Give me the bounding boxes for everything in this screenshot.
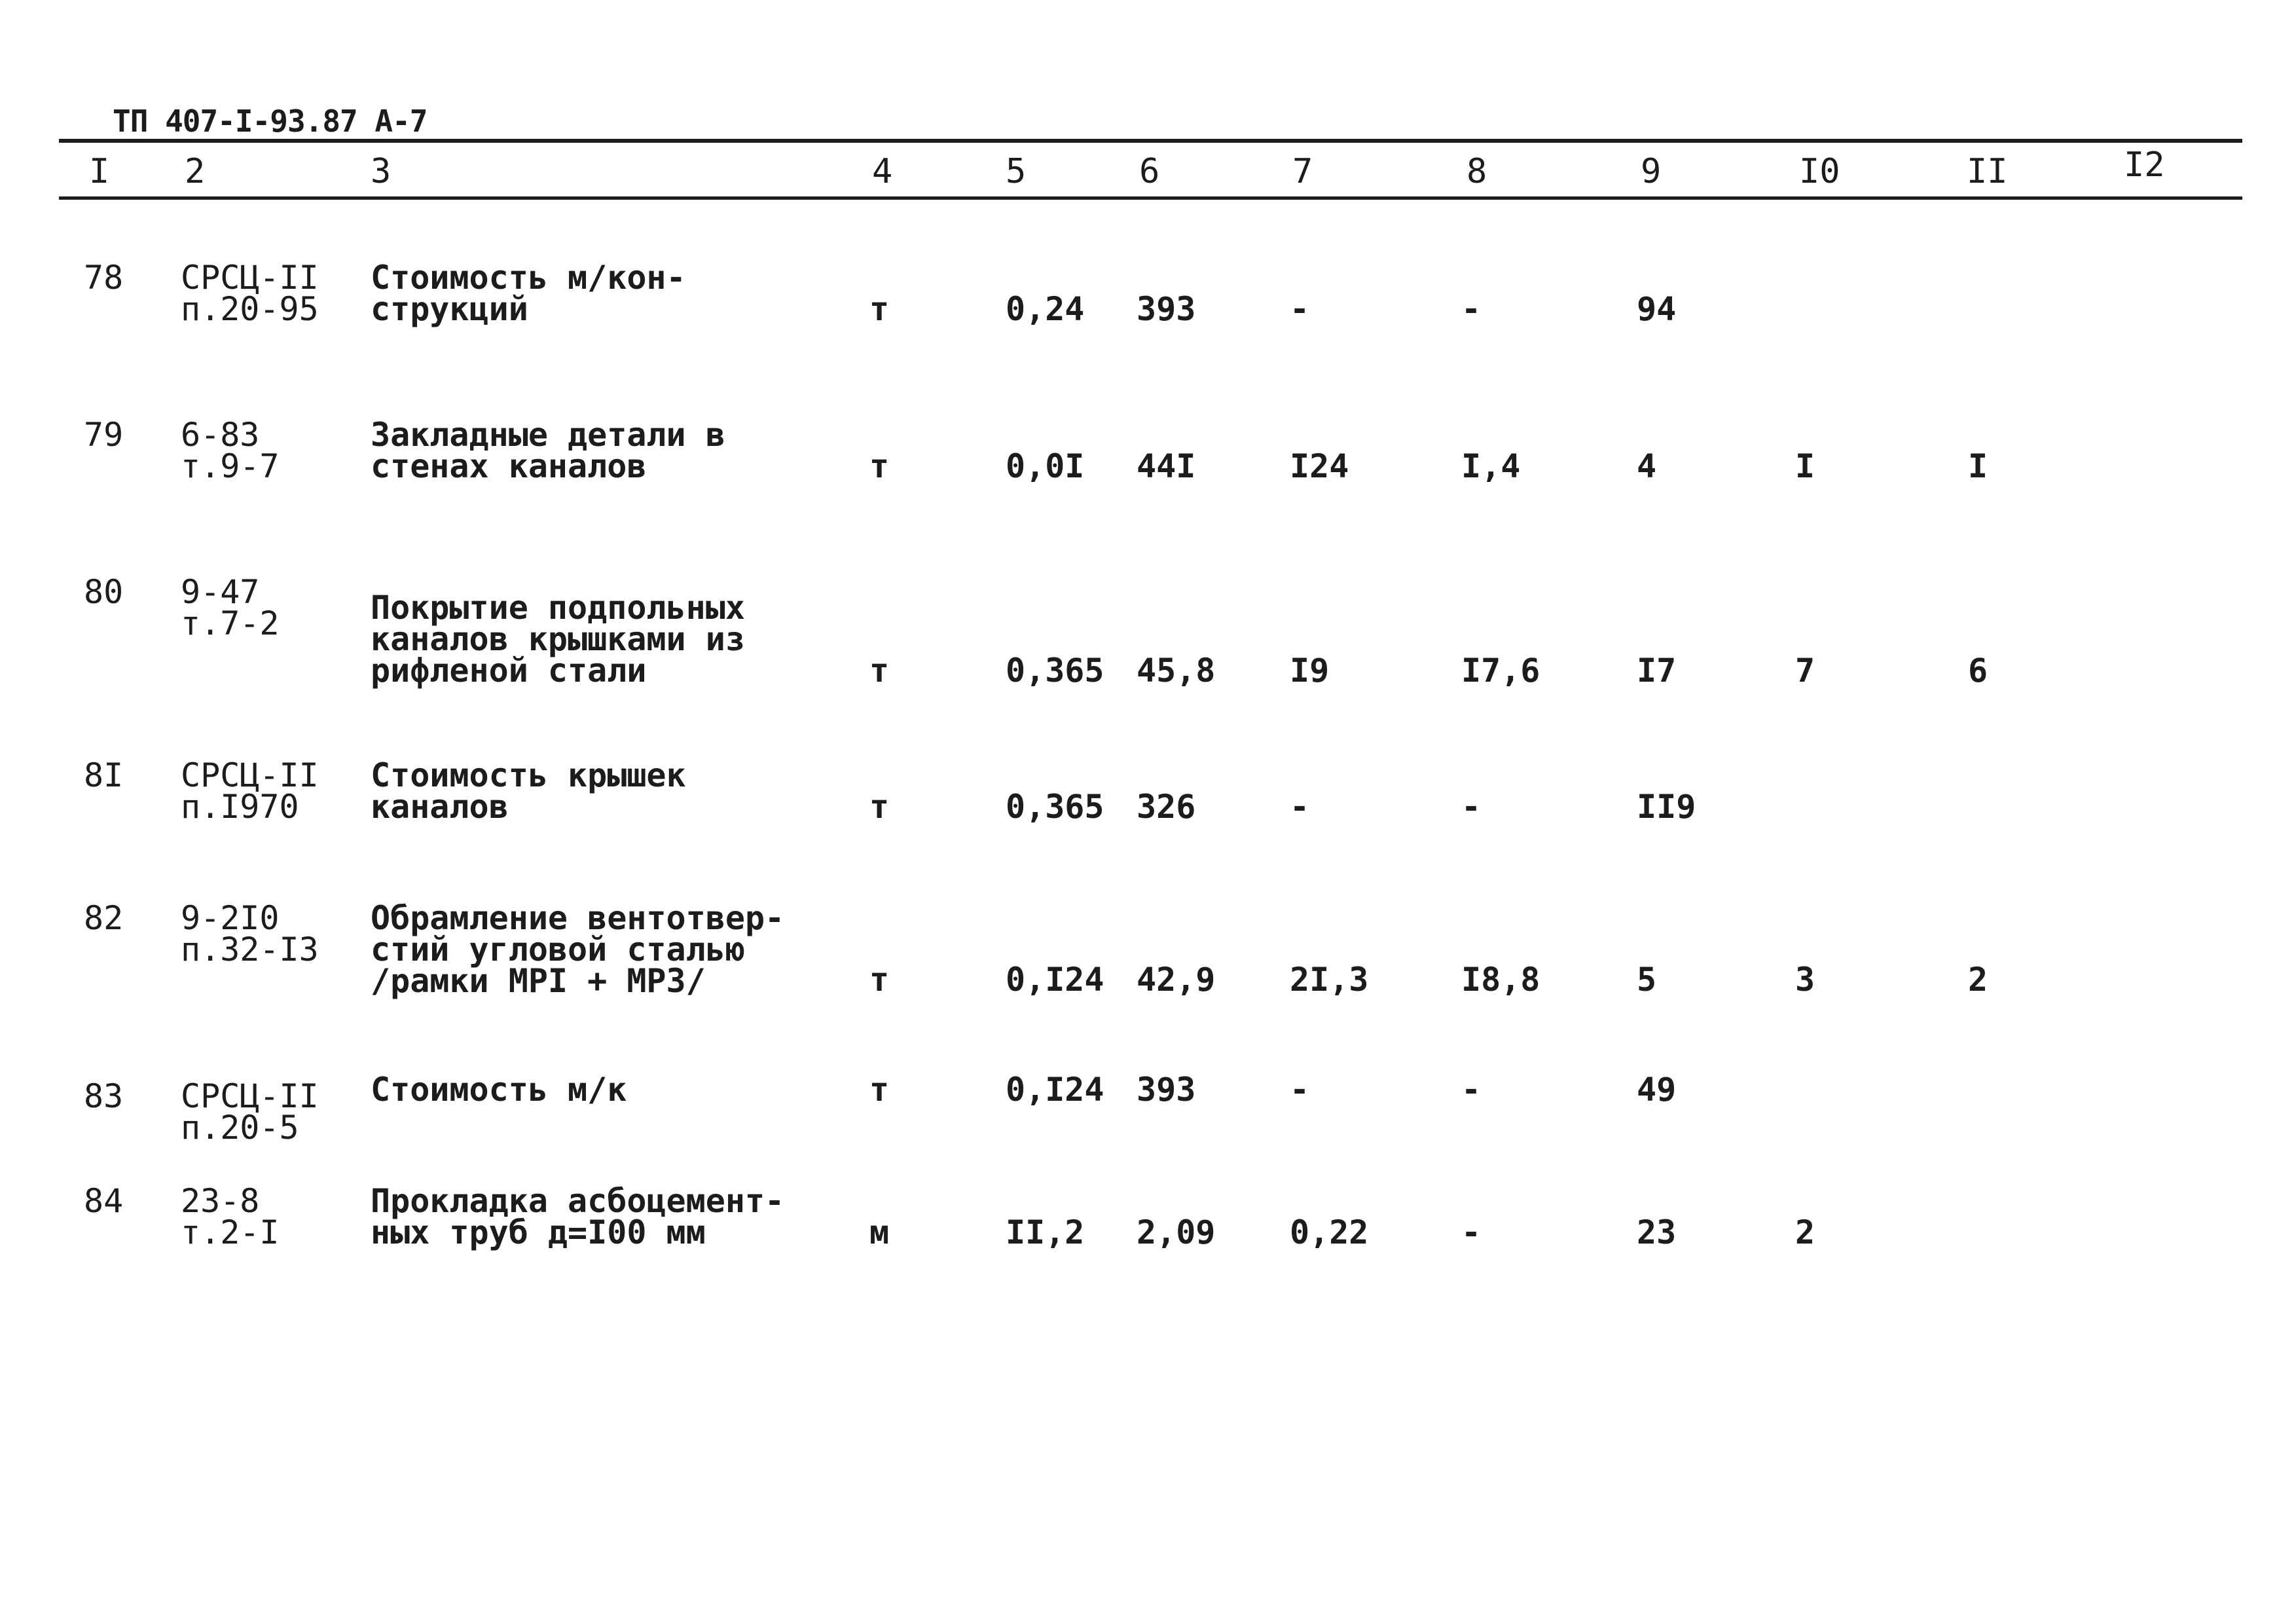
- row-col9: 49: [1637, 1071, 1677, 1109]
- row-col5: 0,365: [1006, 788, 1104, 826]
- row-col7: 2I,3: [1290, 961, 1369, 999]
- row-col8: I7,6: [1461, 652, 1540, 690]
- col-header-3: 3: [371, 152, 392, 191]
- row-col10: 7: [1795, 652, 1815, 690]
- row-unit: т: [869, 961, 890, 999]
- row-col8: I8,8: [1461, 961, 1540, 999]
- row-col5: II,2: [1006, 1213, 1085, 1251]
- col-header-8: 8: [1467, 152, 1487, 191]
- row-col6: 393: [1137, 290, 1196, 328]
- row-col9: II9: [1637, 788, 1696, 826]
- row-unit: т: [869, 1071, 890, 1109]
- row-col6: 2,09: [1137, 1213, 1216, 1251]
- row-number: 82: [84, 899, 124, 937]
- header-bottom-rule: [59, 196, 2242, 200]
- row-description: Обрамление вентотвер- стий угловой сталью /рамки МРI + МР3/: [371, 899, 785, 1000]
- row-col7: I24: [1290, 447, 1349, 485]
- row-unit: т: [869, 652, 890, 690]
- col-header-9: 9: [1641, 152, 1662, 191]
- row-col11: 2: [1968, 961, 1988, 999]
- row-col8: -: [1461, 1071, 1482, 1109]
- col-header-7: 7: [1292, 152, 1313, 191]
- row-description: Прокладка асбоцемент- ных труб д=I00 мм: [371, 1182, 785, 1251]
- header-top-rule: [59, 139, 2242, 143]
- row-col5: 0,I24: [1006, 961, 1104, 999]
- row-number: 79: [84, 416, 124, 454]
- row-description: Закладные детали в стенах каналов: [371, 416, 725, 485]
- row-col6: 44I: [1137, 447, 1196, 485]
- row-reference: СРСЦ-II п.20-95: [181, 259, 319, 328]
- row-number: 78: [84, 259, 124, 297]
- row-col8: -: [1461, 1213, 1482, 1251]
- row-col9: 94: [1637, 290, 1677, 328]
- row-unit: м: [869, 1213, 890, 1251]
- col-header-12: I2: [2124, 145, 2165, 185]
- row-number: 84: [84, 1182, 124, 1220]
- col-header-1: I: [89, 152, 110, 191]
- row-col7: -: [1290, 290, 1310, 328]
- row-col9: I7: [1637, 652, 1677, 690]
- row-col11: I: [1968, 447, 1988, 485]
- row-col9: 5: [1637, 961, 1657, 999]
- row-description: Стоимость м/к: [371, 1071, 627, 1109]
- row-number: 80: [84, 573, 124, 611]
- row-col7: -: [1290, 1071, 1310, 1109]
- row-col11: 6: [1968, 652, 1988, 690]
- row-col7: -: [1290, 788, 1310, 826]
- col-header-2: 2: [185, 152, 206, 191]
- row-reference: СРСЦ-II п.I970: [181, 756, 319, 826]
- row-reference: 9-47 т.7-2: [181, 573, 280, 642]
- row-description: Стоимость м/кон- струкций: [371, 259, 686, 328]
- row-col10: 2: [1795, 1213, 1815, 1251]
- col-header-4: 4: [872, 152, 893, 191]
- col-header-11: II: [1967, 152, 2008, 191]
- row-reference: 6-83 т.9-7: [181, 416, 280, 485]
- row-reference: 9-2I0 п.32-I3: [181, 899, 319, 969]
- row-description: Стоимость крышек каналов: [371, 756, 686, 826]
- row-col5: 0,24: [1006, 290, 1085, 328]
- row-col9: 23: [1637, 1213, 1677, 1251]
- row-col8: I,4: [1461, 447, 1521, 485]
- col-header-10: I0: [1799, 152, 1840, 191]
- row-unit: т: [869, 447, 890, 485]
- row-reference: 23-8 т.2-I: [181, 1182, 280, 1251]
- row-col5: 0,0I: [1006, 447, 1085, 485]
- row-col10: 3: [1795, 961, 1815, 999]
- row-col7: I9: [1290, 652, 1330, 690]
- row-number: 83: [84, 1077, 124, 1115]
- row-col8: -: [1461, 290, 1482, 328]
- row-unit: т: [869, 290, 890, 328]
- document-code: ТП 407-I-93.87 А-7: [113, 103, 428, 139]
- col-header-5: 5: [1006, 152, 1027, 191]
- row-number: 8I: [84, 756, 124, 794]
- row-col6: 393: [1137, 1071, 1196, 1109]
- row-col5: 0,365: [1006, 652, 1104, 690]
- row-description: Покрытие подпольных каналов крышками из рифленой стали: [371, 589, 745, 690]
- row-col7: 0,22: [1290, 1213, 1369, 1251]
- row-col6: 45,8: [1137, 652, 1216, 690]
- row-reference: СРСЦ-II п.20-5: [181, 1077, 319, 1147]
- row-col10: I: [1795, 447, 1815, 485]
- row-col8: -: [1461, 788, 1482, 826]
- row-col6: 42,9: [1137, 961, 1216, 999]
- row-col5: 0,I24: [1006, 1071, 1104, 1109]
- row-col9: 4: [1637, 447, 1657, 485]
- row-unit: т: [869, 788, 890, 826]
- col-header-6: 6: [1139, 152, 1160, 191]
- row-col6: 326: [1137, 788, 1196, 826]
